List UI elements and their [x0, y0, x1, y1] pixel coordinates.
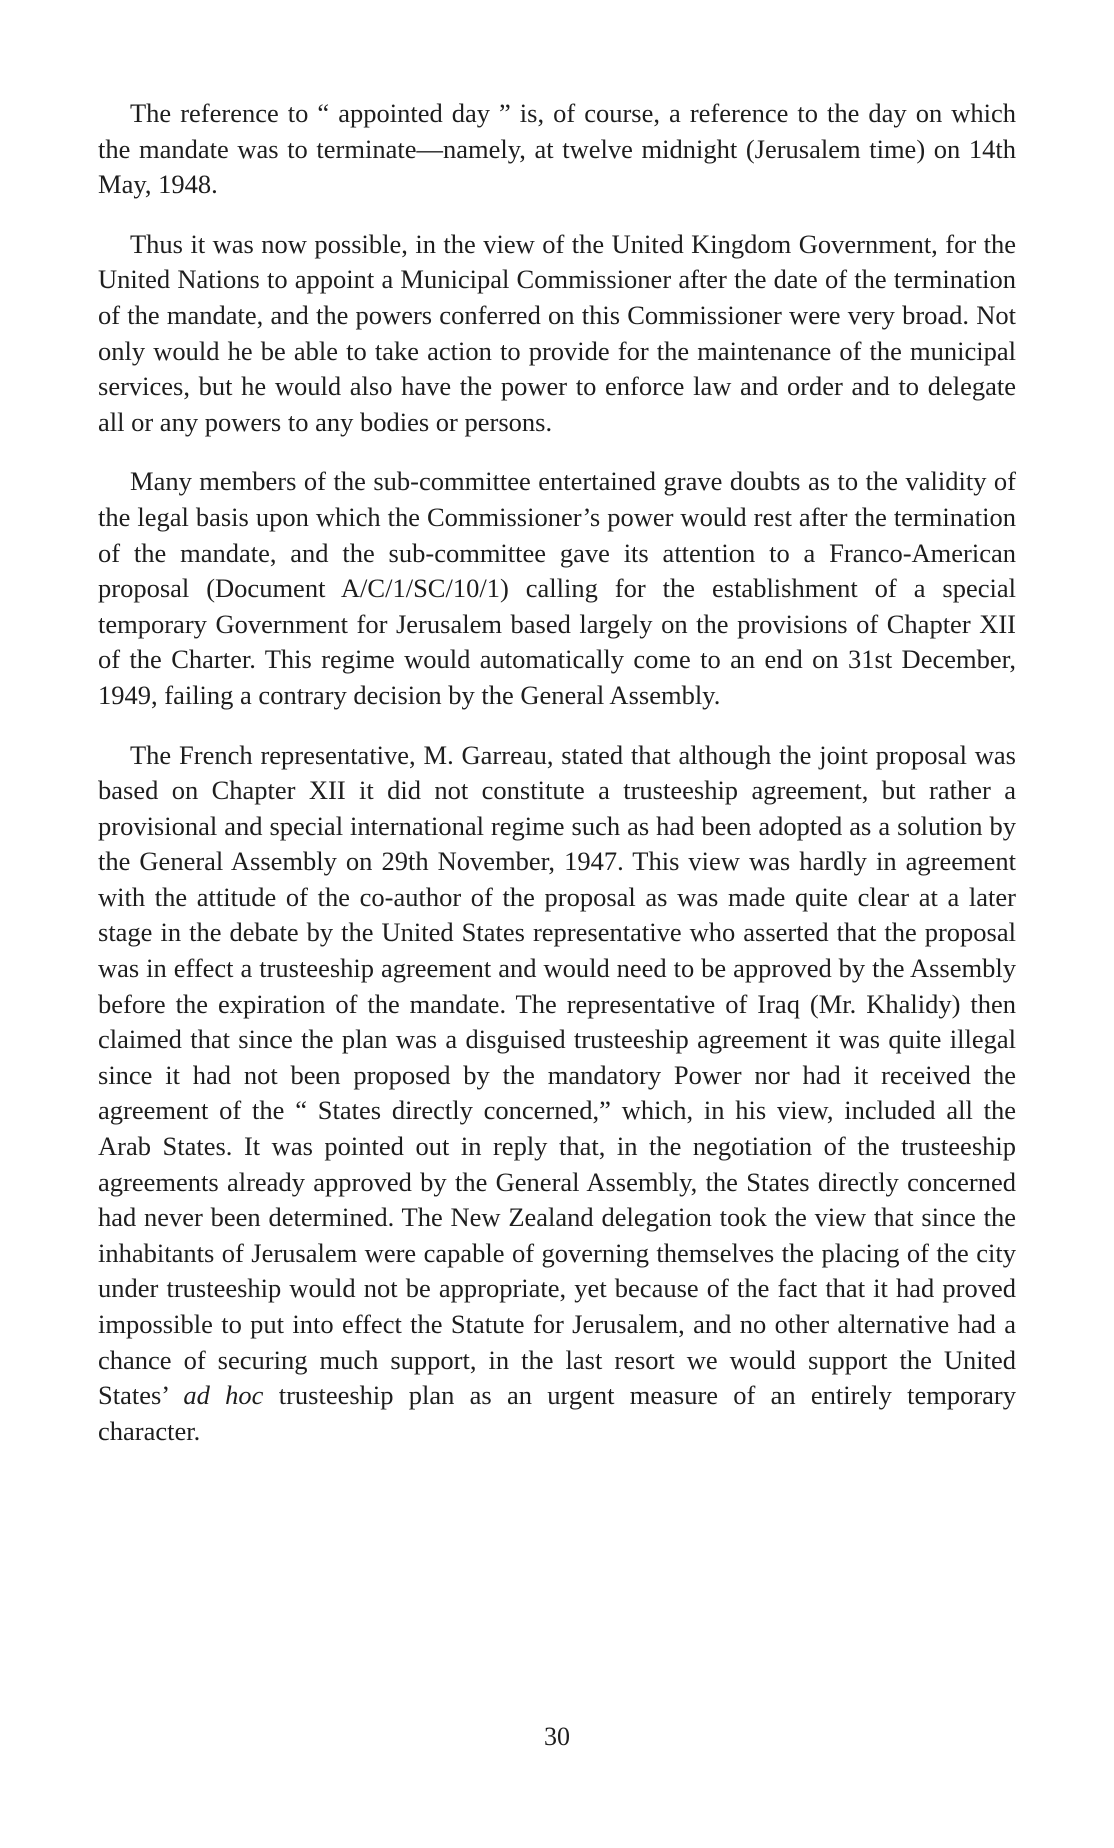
italic-ad-hoc: ad hoc	[183, 1380, 264, 1411]
paragraph-franco-american-proposal: Many members of the sub-committee entertained grave doubts as to the validity of the legal basis upon which the Commissioner’s power would rest after the termination of the mandate, and the sub-committee gave its attention to a Franco-American proposal (Document A/C/1/SC/10/1) calling for the establishment of a special temporary Government for Jerusalem based largely on the provisions of Chapter XII of the Charter. This regime would automatically come to an end on 31st December, 1949, failing a contrary decision by the General Assembly.	[98, 466, 1016, 710]
document-page	[98, 96, 1016, 1473]
page-number: 30	[544, 1722, 570, 1751]
paragraph-appointed-day: The reference to “ appointed day ” is, of course, a reference to the day on which the mandate was to terminate—namely, at twelve midnight (Jerusalem time) on 14th May, 1948.	[98, 98, 1016, 200]
paragraph-text-after-italic: trusteeship plan as an urgent measure of an entirely temporary character.	[98, 1380, 1016, 1446]
paragraph-french-representative	[98, 738, 1016, 1450]
paragraph-text-before-italic: The French representative, M. Garreau, stated that although the joint proposal was based on Chapter XII it did not constitute a trusteeship agreement, but rather a provisional and special international regime such as had been adopted as a solution by the General Assembly on 29th November, 1947. This view was hardly in agreement with the attitude of the co-author of the proposal as was made quite clear at a later stage in the debate by the United States representative who asserted that the proposal was in effect a trusteeship agreement and would need to be approved by the Assembly before the expiration of the mandate. The representative of Iraq (Mr. Khalidy) then claimed that since the plan was a disguised trusteeship agreement it was quite illegal since it had not been proposed by the mandatory Power nor had it received the agreement of the “ States directly concerned,” which, in his view, included all the Arab States. It was pointed out in reply that, in the negotiation of the trusteeship agreements already approved by the General Assembly, the States directly concerned had never been determined. The New Zealand delegation took the view that since the inhabitants of Jerusalem were capable of governing themselves the placing of the city under trusteeship would not be appropriate, yet because of the fact that it had proved impossible to put into effect the Statute for Jerusalem, and no other alternative had a chance of securing much support, in the last resort we would support the United States’	[98, 739, 1016, 1411]
paragraph-municipal-commissioner: Thus it was now possible, in the view of the United Kingdom Government, for the United Nations to appoint a Municipal Commissioner after the date of the termination of the mandate, and the powers conferred on this Commissioner were very broad. Not only would he be able to take action to provide for the maintenance of the municipal services, but he would also have the power to enforce law and order and to delegate all or any powers to any bodies or persons.	[98, 228, 1016, 437]
